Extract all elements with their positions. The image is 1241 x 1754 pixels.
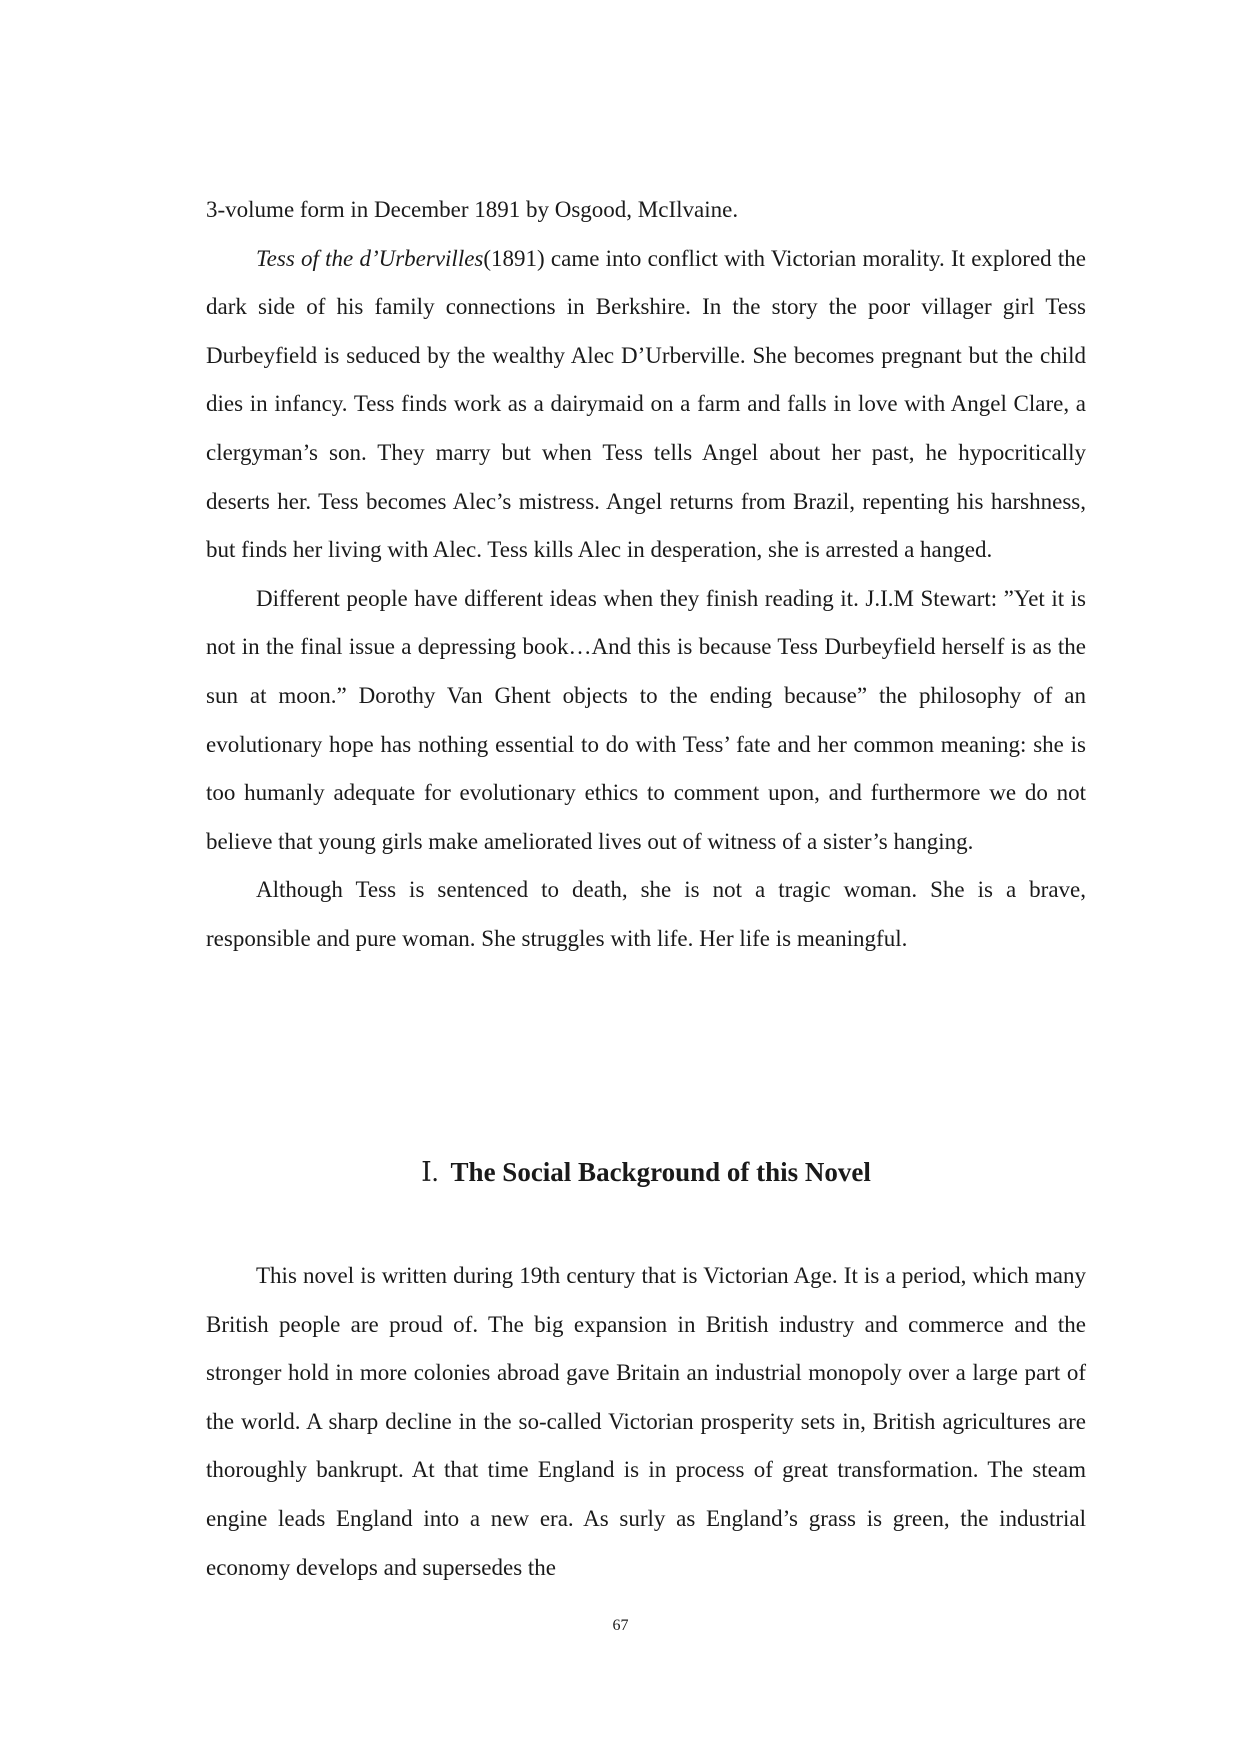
paragraph [206,186,1086,235]
paragraph-text: Different people have different ideas when they finish reading it. J.I.M Stewart: ”Yet it is not in the final issue a depressing book…And this is because Tess Durbeyfield herself is as the sun at moon.” Dorothy Van Ghent objects to the ending because” the philosophy of an evolutionary hope has nothing essential to do with Tess’ fate and her common meaning: she is too humanly adequate for evolutionary ethics to comment upon, and furthermore we do not believe that young girls make ameliorated lives out of witness of a sister’s hanging. [206,585,1086,854]
body-text-bottom [206,1252,1086,1592]
book-title: Tess of the d’Urbervilles [256,245,484,271]
paragraph [206,866,1086,963]
paragraph-text: Although Tess is sentenced to death, she is not a tragic woman. She is a brave, responsible and pure woman. She struggles with life. Her life is meaningful. [206,877,1086,951]
paragraph-text: (1891) came into conflict with Victorian morality. It explored the dark side of his family connections in Berkshire. In the story the poor villager girl Tess Durbeyfield is seduced by the wealthy Alec D’Urberville. She becomes pregnant but the child dies in infancy. Tess finds work as a dairymaid on a farm and falls in love with Angel Clare, a clergyman’s son. They marry but when Tess tells Angel about her past, he hypocritically deserts her. Tess becomes Alec’s mistress. Angel returns from Brazil, repenting his harshness, but finds her living with Alec. Tess kills Alec in desperation, she is arrested a hanged. [206,245,1086,563]
section-heading [206,1152,1086,1192]
body-text-top [206,186,1086,964]
paragraph [206,1252,1086,1592]
page-number: 67 [612,1617,629,1634]
paragraph [206,235,1086,575]
section-number: Ⅰ. [421,1157,439,1187]
paragraph-text: 3-volume form in December 1891 by Osgood, McIlvaine. [206,197,739,222]
paragraph-text: This novel is written during 19th century that is Victorian Age. It is a period, which many British people are proud of. The big expansion in British industry and commerce and the stronger hold in more colonies abroad gave Britain an industrial monopoly over a large part of the world. A sharp decline in the so-called Victorian prosperity sets in, British agricultures are thoroughly bankrupt. At that time England is in process of great transformation. The steam engine leads England into a new era. As surly as England’s grass is green, the industrial economy develops and supersedes the [206,1263,1086,1580]
paragraph [206,575,1086,867]
section-title: The Social Background of this Novel [450,1157,871,1187]
